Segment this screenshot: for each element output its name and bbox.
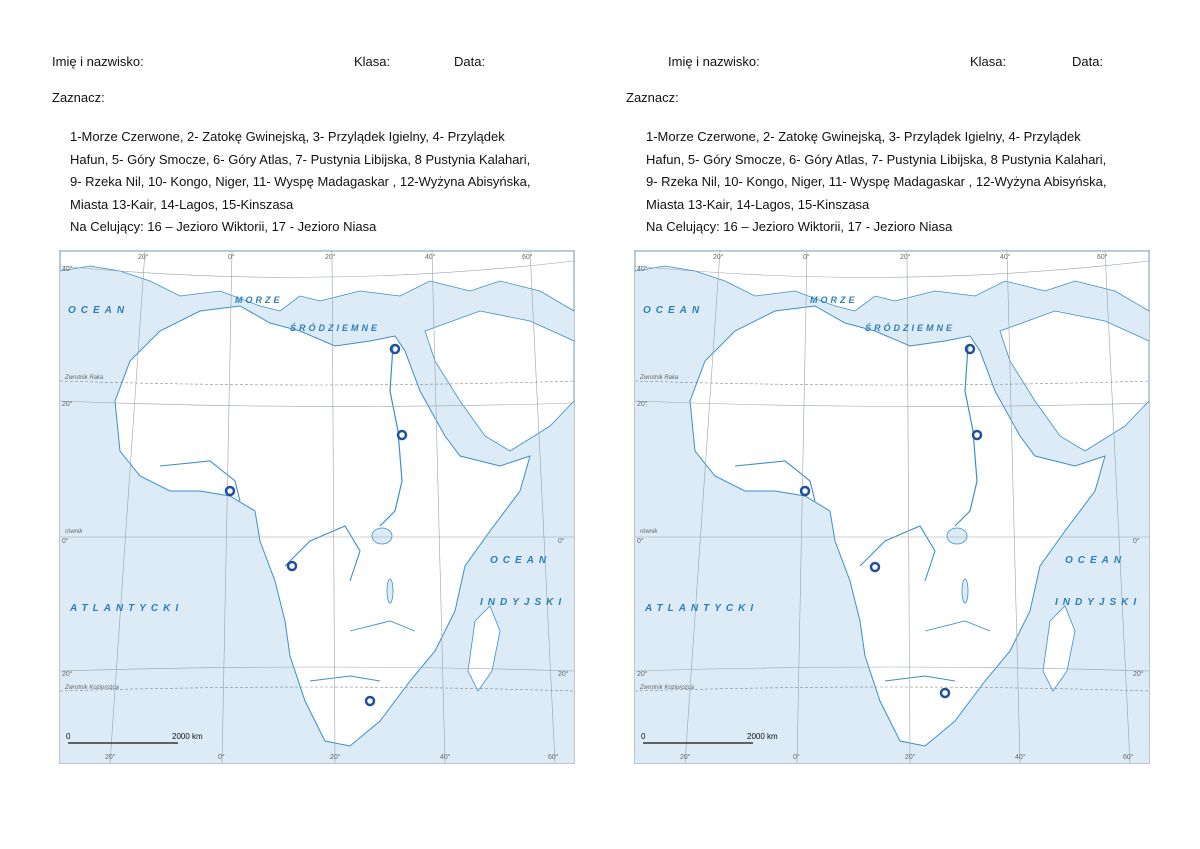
bottom-tick-e20: 20° bbox=[330, 754, 341, 761]
top-tick-0: 0° bbox=[803, 254, 810, 261]
label-cancer: Zwrotnik Raka bbox=[640, 375, 679, 381]
instruction-heading: Zaznacz: bbox=[52, 90, 105, 105]
lake-malawi bbox=[962, 579, 968, 603]
tick-eq-right: 0° bbox=[558, 538, 565, 545]
instruction-line: Miasta 13-Kair, 14-Lagos, 15-Kinszasa bbox=[70, 196, 294, 212]
tick-40n: 40° bbox=[637, 266, 648, 273]
instruction-line: Miasta 13-Kair, 14-Lagos, 15-Kinszasa bbox=[646, 196, 870, 212]
bottom-tick-w20: 20° bbox=[680, 754, 691, 761]
lake-victoria bbox=[947, 528, 967, 544]
map-svg bbox=[635, 251, 1149, 763]
tick-eq-right: 0° bbox=[1133, 538, 1140, 545]
bottom-tick-w20: 20° bbox=[105, 754, 116, 761]
lake-malawi bbox=[387, 579, 393, 603]
class-label: Klasa: bbox=[970, 54, 1007, 69]
instruction-line: Hafun, 5- Góry Smocze, 6- Góry Atlas, 7- Pustynia Libijska, 8 Pustynia Kalahari, bbox=[646, 151, 1107, 167]
bottom-tick-e60: 60° bbox=[1123, 754, 1134, 761]
bottom-tick-e20: 20° bbox=[905, 754, 916, 761]
tick-20s-right: 20° bbox=[1133, 671, 1144, 678]
top-tick-0: 0° bbox=[228, 254, 235, 261]
top-tick-w20: 20° bbox=[713, 254, 724, 261]
bottom-tick-e40: 40° bbox=[440, 754, 451, 761]
instruction-line: 9- Rzeka Nil, 10- Kongo, Niger, 11- Wyspę Madagaskar , 12-Wyżyna Abisyńska, bbox=[70, 174, 531, 189]
top-tick-e20: 20° bbox=[900, 254, 911, 261]
top-tick-e40: 40° bbox=[425, 254, 436, 261]
label-ocean-right: OCEAN bbox=[1065, 555, 1127, 566]
label-sea-2: ŚRÓDZIEMNE bbox=[290, 323, 381, 333]
bottom-tick-e60: 60° bbox=[548, 754, 559, 761]
tick-20s: 20° bbox=[62, 671, 73, 678]
label-sea-1: MORZE bbox=[810, 295, 858, 305]
bottom-tick-0: 0° bbox=[218, 754, 225, 761]
label-sea-2: ŚRÓDZIEMNE bbox=[865, 323, 956, 333]
label-atlantic: ATLANTYCKI bbox=[70, 603, 184, 614]
label-ocean-right: OCEAN bbox=[490, 555, 552, 566]
label-capricorn: Zwrotnik Koziorożca bbox=[65, 685, 120, 691]
bottom-tick-0: 0° bbox=[793, 754, 800, 761]
top-tick-e40: 40° bbox=[1000, 254, 1011, 261]
top-tick-e60: 60° bbox=[1097, 254, 1108, 261]
tick-20n: 20° bbox=[62, 401, 73, 408]
instruction-heading: Zaznacz: bbox=[626, 90, 679, 105]
tick-40n: 40° bbox=[62, 266, 73, 273]
label-indian: INDYJSKI bbox=[480, 597, 567, 608]
label-equator: równik bbox=[65, 529, 83, 535]
instruction-line: 1-Morze Czerwone, 2- Zatokę Gwinejską, 3- Przylądek Igielny, 4- Przylądek bbox=[70, 129, 505, 144]
instruction-list bbox=[646, 126, 1166, 239]
instruction-line: Na Celujący: 16 – Jezioro Wiktorii, 17 - Jezioro Niasa bbox=[70, 219, 377, 234]
top-tick-w20: 20° bbox=[138, 254, 149, 261]
tick-20n: 20° bbox=[637, 401, 648, 408]
instruction-line: 9- Rzeka Nil, 10- Kongo, Niger, 11- Wyspę Madagaskar , 12-Wyżyna Abisyńska, bbox=[646, 174, 1107, 189]
instruction-list bbox=[70, 126, 590, 239]
label-sea-1: MORZE bbox=[235, 295, 283, 305]
africa-map bbox=[634, 250, 1150, 764]
label-indian: INDYJSKI bbox=[1055, 597, 1142, 608]
date-label: Data: bbox=[454, 54, 486, 69]
label-equator: równik bbox=[640, 529, 658, 535]
instruction-line: 1-Morze Czerwone, 2- Zatokę Gwinejską, 3- Przylądek Igielny, 4- Przylądek bbox=[646, 129, 1081, 144]
instruction-line: Hafun, 5- Góry Smocze, 6- Góry Atlas, 7- Pustynia Libijska, 8 Pustynia Kalahari, bbox=[70, 151, 531, 167]
label-capricorn: Zwrotnik Koziorożca bbox=[640, 685, 695, 691]
tick-eq-left: 0° bbox=[62, 538, 69, 545]
name-label: Imię i nazwisko: bbox=[668, 54, 760, 69]
class-label: Klasa: bbox=[354, 54, 391, 69]
label-atlantic: ATLANTYCKI bbox=[645, 603, 759, 614]
date-label: Data: bbox=[1072, 54, 1104, 69]
label-ocean-left: OCEAN bbox=[643, 305, 705, 316]
top-tick-e60: 60° bbox=[522, 254, 533, 261]
scale-distance: 2000 km bbox=[747, 732, 778, 741]
tick-eq-left: 0° bbox=[637, 538, 644, 545]
top-tick-e20: 20° bbox=[325, 254, 336, 261]
scale-distance: 2000 km bbox=[172, 732, 203, 741]
instruction-line: Na Celujący: 16 – Jezioro Wiktorii, 17 - Jezioro Niasa bbox=[646, 219, 953, 234]
bottom-tick-e40: 40° bbox=[1015, 754, 1026, 761]
tick-20s-right: 20° bbox=[558, 671, 569, 678]
map-svg bbox=[60, 251, 574, 763]
scale-zero: 0 bbox=[66, 732, 71, 741]
lake-victoria bbox=[372, 528, 392, 544]
label-ocean-left: OCEAN bbox=[68, 305, 130, 316]
label-cancer: Zwrotnik Raka bbox=[65, 375, 104, 381]
scale-zero: 0 bbox=[641, 732, 646, 741]
africa-map bbox=[59, 250, 575, 764]
tick-20s: 20° bbox=[637, 671, 648, 678]
worksheet-right bbox=[600, 0, 1200, 849]
name-label: Imię i nazwisko: bbox=[52, 54, 144, 69]
